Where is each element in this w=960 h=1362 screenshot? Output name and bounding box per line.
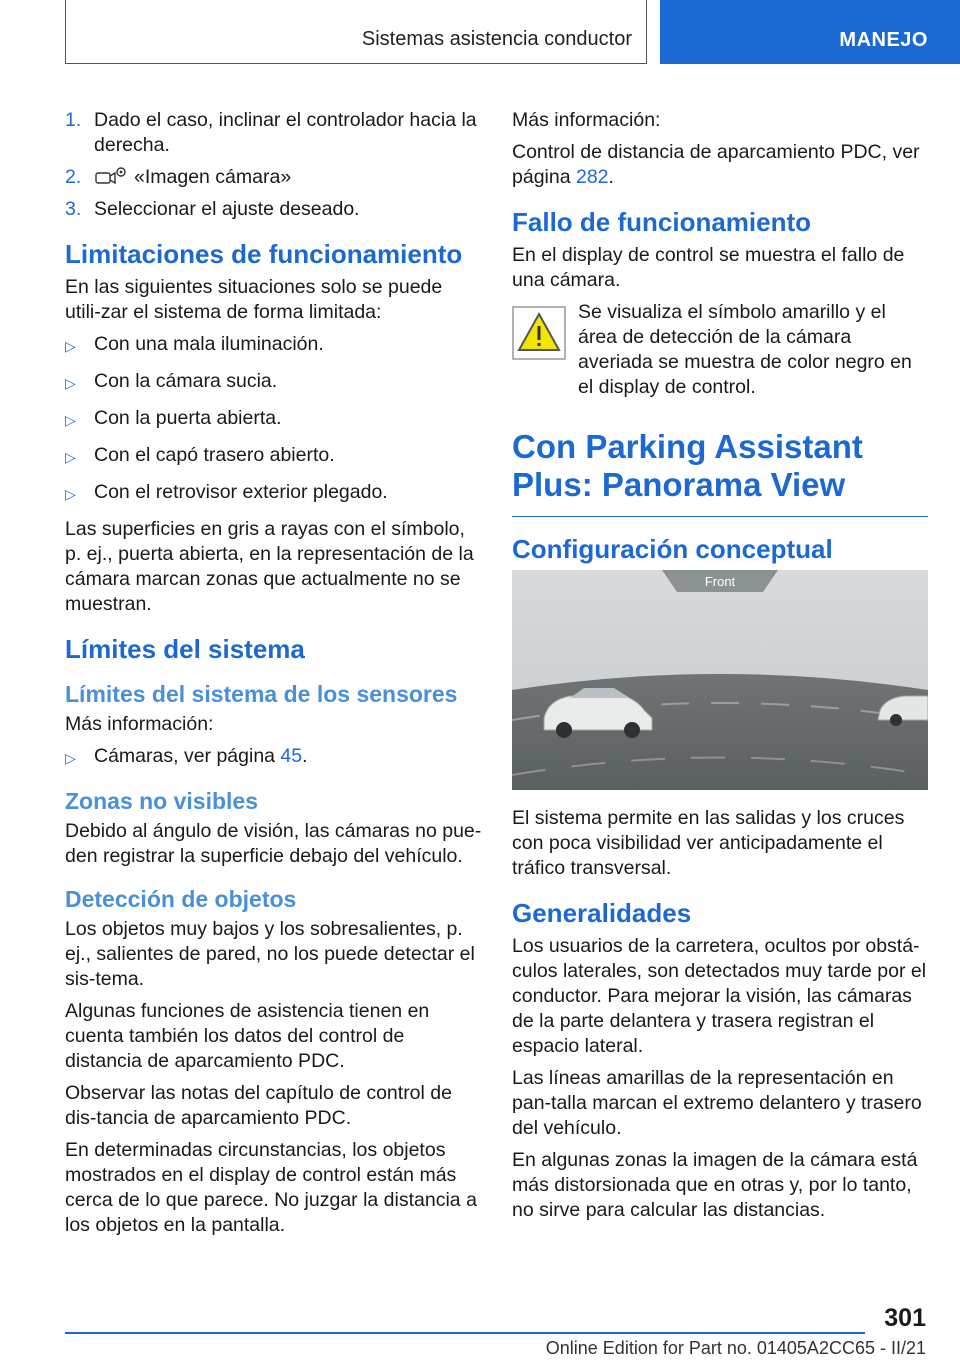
step-2 [65,165,483,190]
heading-config: Configuración conceptual [512,534,833,564]
paragraph: El sistema permite en las salidas y los cruces con poca visibilidad ver anticipadamente el tráfico transversal. [512,807,905,879]
paragraph: Observar las notas del capítulo de control de dis-tancia de aparcamiento PDC. [65,1082,452,1129]
camera-settings-icon [94,165,128,187]
list-item [65,406,483,433]
list-item [65,369,483,396]
warning-note [512,300,928,400]
step-text: Dado el caso, inclinar el controlador hacia la derecha. [94,109,477,156]
step-number: 2. [65,166,82,188]
list-item-text: Con la puerta abierta. [94,407,282,429]
list-item-text: Con el capó trasero abierto. [94,444,335,466]
footer-edition: Online Edition for Part no. 01405A2CC65 - II/21 [545,1338,926,1358]
left-column [65,108,483,1245]
paragraph: En el display de control se muestra el fallo de una cámara. [512,244,905,291]
paragraph: Debido al ángulo de visión, las cámaras no pue-den registrar la superficie debajo del vehículo. [65,820,482,867]
footer-divider [65,1332,865,1334]
paragraph: En las siguientes situaciones solo se puede utili-zar el sistema de forma limitada: [65,276,443,323]
heading-sensores: Límites del sistema de los sensores [65,681,458,707]
list-item: ▷ Cámaras, ver página 45. [65,744,483,771]
heading-zonas: Zonas no visibles [65,788,258,814]
heading-fallo: Fallo de funcionamiento [512,207,812,237]
bullet-triangle-icon: ▷ [65,375,76,391]
heading-generalidades: Generalidades [512,898,692,928]
paragraph: Los objetos muy bajos y los sobresalientes, p. ej., salientes de pared, no los puede detectar el sis-tema. [65,918,475,990]
paragraph: Control de distancia de aparcamiento PDC, ver página 282. [512,141,920,188]
page-link-282[interactable]: 282 [575,166,609,188]
step-text: «Imagen cámara» [134,166,292,188]
paragraph: Algunas funciones de asistencia tienen en cuenta también los datos del control de distancia de aparcamiento PDC. [65,1000,430,1072]
paragraph: Los usuarios de la carretera, ocultos por obstá-culos laterales, son detectados muy tarde por el conductor. Para mejorar la visión, las cámaras de la parte delantera y trasera registran el espacio lateral. [512,935,927,1057]
bullet-triangle-icon: ▷ [65,750,76,766]
paragraph: En determinadas circunstancias, los objetos mostrados en el display de control están más cerca de lo que parece. No juzgar la distancia a los objetos en la pantalla. [65,1139,477,1236]
panorama-view-image [512,570,928,790]
paragraph: Más información: [65,713,214,735]
paragraph-text: Control de distancia de aparcamiento PDC, ver página [512,141,920,188]
heading-limites: Límites del sistema [65,634,305,664]
paragraph: Las líneas amarillas de la representación en pan-talla marcan el extremo delantero y trasero del vehículo. [512,1067,922,1139]
warning-text: Se visualiza el símbolo amarillo y el área de detección de la cámara averiada se muestra de color negro en el display de control. [578,301,912,398]
header-chapter-tab[interactable] [660,0,960,64]
step-1 [65,108,483,158]
header-section [65,0,647,64]
bullet-triangle-icon: ▷ [65,338,76,354]
right-column [512,108,928,1230]
header-section-title: Sistemas asistencia conductor [361,28,632,50]
heading-panorama: Con Parking Assistant Plus: Panorama View [512,428,928,517]
heading-limitaciones: Limitaciones de funcionamiento [65,239,463,269]
paragraph: En algunas zonas la imagen de la cámara está más distorsionada que en otras y, por lo tanto, no sirve para calcular las distancias. [512,1149,918,1221]
list-item-text: Con el retrovisor exterior plegado. [94,481,388,503]
page-number: 301 [884,1304,926,1332]
warning-triangle-icon [512,306,566,360]
list-item-text: Cámaras, ver página [94,745,281,767]
page-link-45[interactable]: 45 [280,745,303,767]
list-item-text: Con la cámara sucia. [94,370,278,392]
paragraph: Las superficies en gris a rayas con el símbolo, p. ej., puerta abierta, en la representación de la cámara marcan zonas que actualmente no se muestran. [65,518,474,615]
bullet-triangle-icon: ▷ [65,449,76,465]
step-number: 3. [65,198,82,220]
front-label: Front [704,574,736,589]
list-item [65,443,483,470]
bullet-triangle-icon: ▷ [65,486,76,502]
step-number: 1. [65,109,82,131]
paragraph: Más información: [512,109,661,131]
list-item [65,332,483,359]
list-item-text: Con una mala iluminación. [94,333,324,355]
heading-deteccion: Detección de objetos [65,886,297,912]
step-text: Seleccionar el ajuste deseado. [94,198,360,220]
step-3 [65,197,483,222]
bullet-triangle-icon: ▷ [65,412,76,428]
list-item [65,480,483,507]
header-chapter-title: MANEJO [839,29,928,51]
